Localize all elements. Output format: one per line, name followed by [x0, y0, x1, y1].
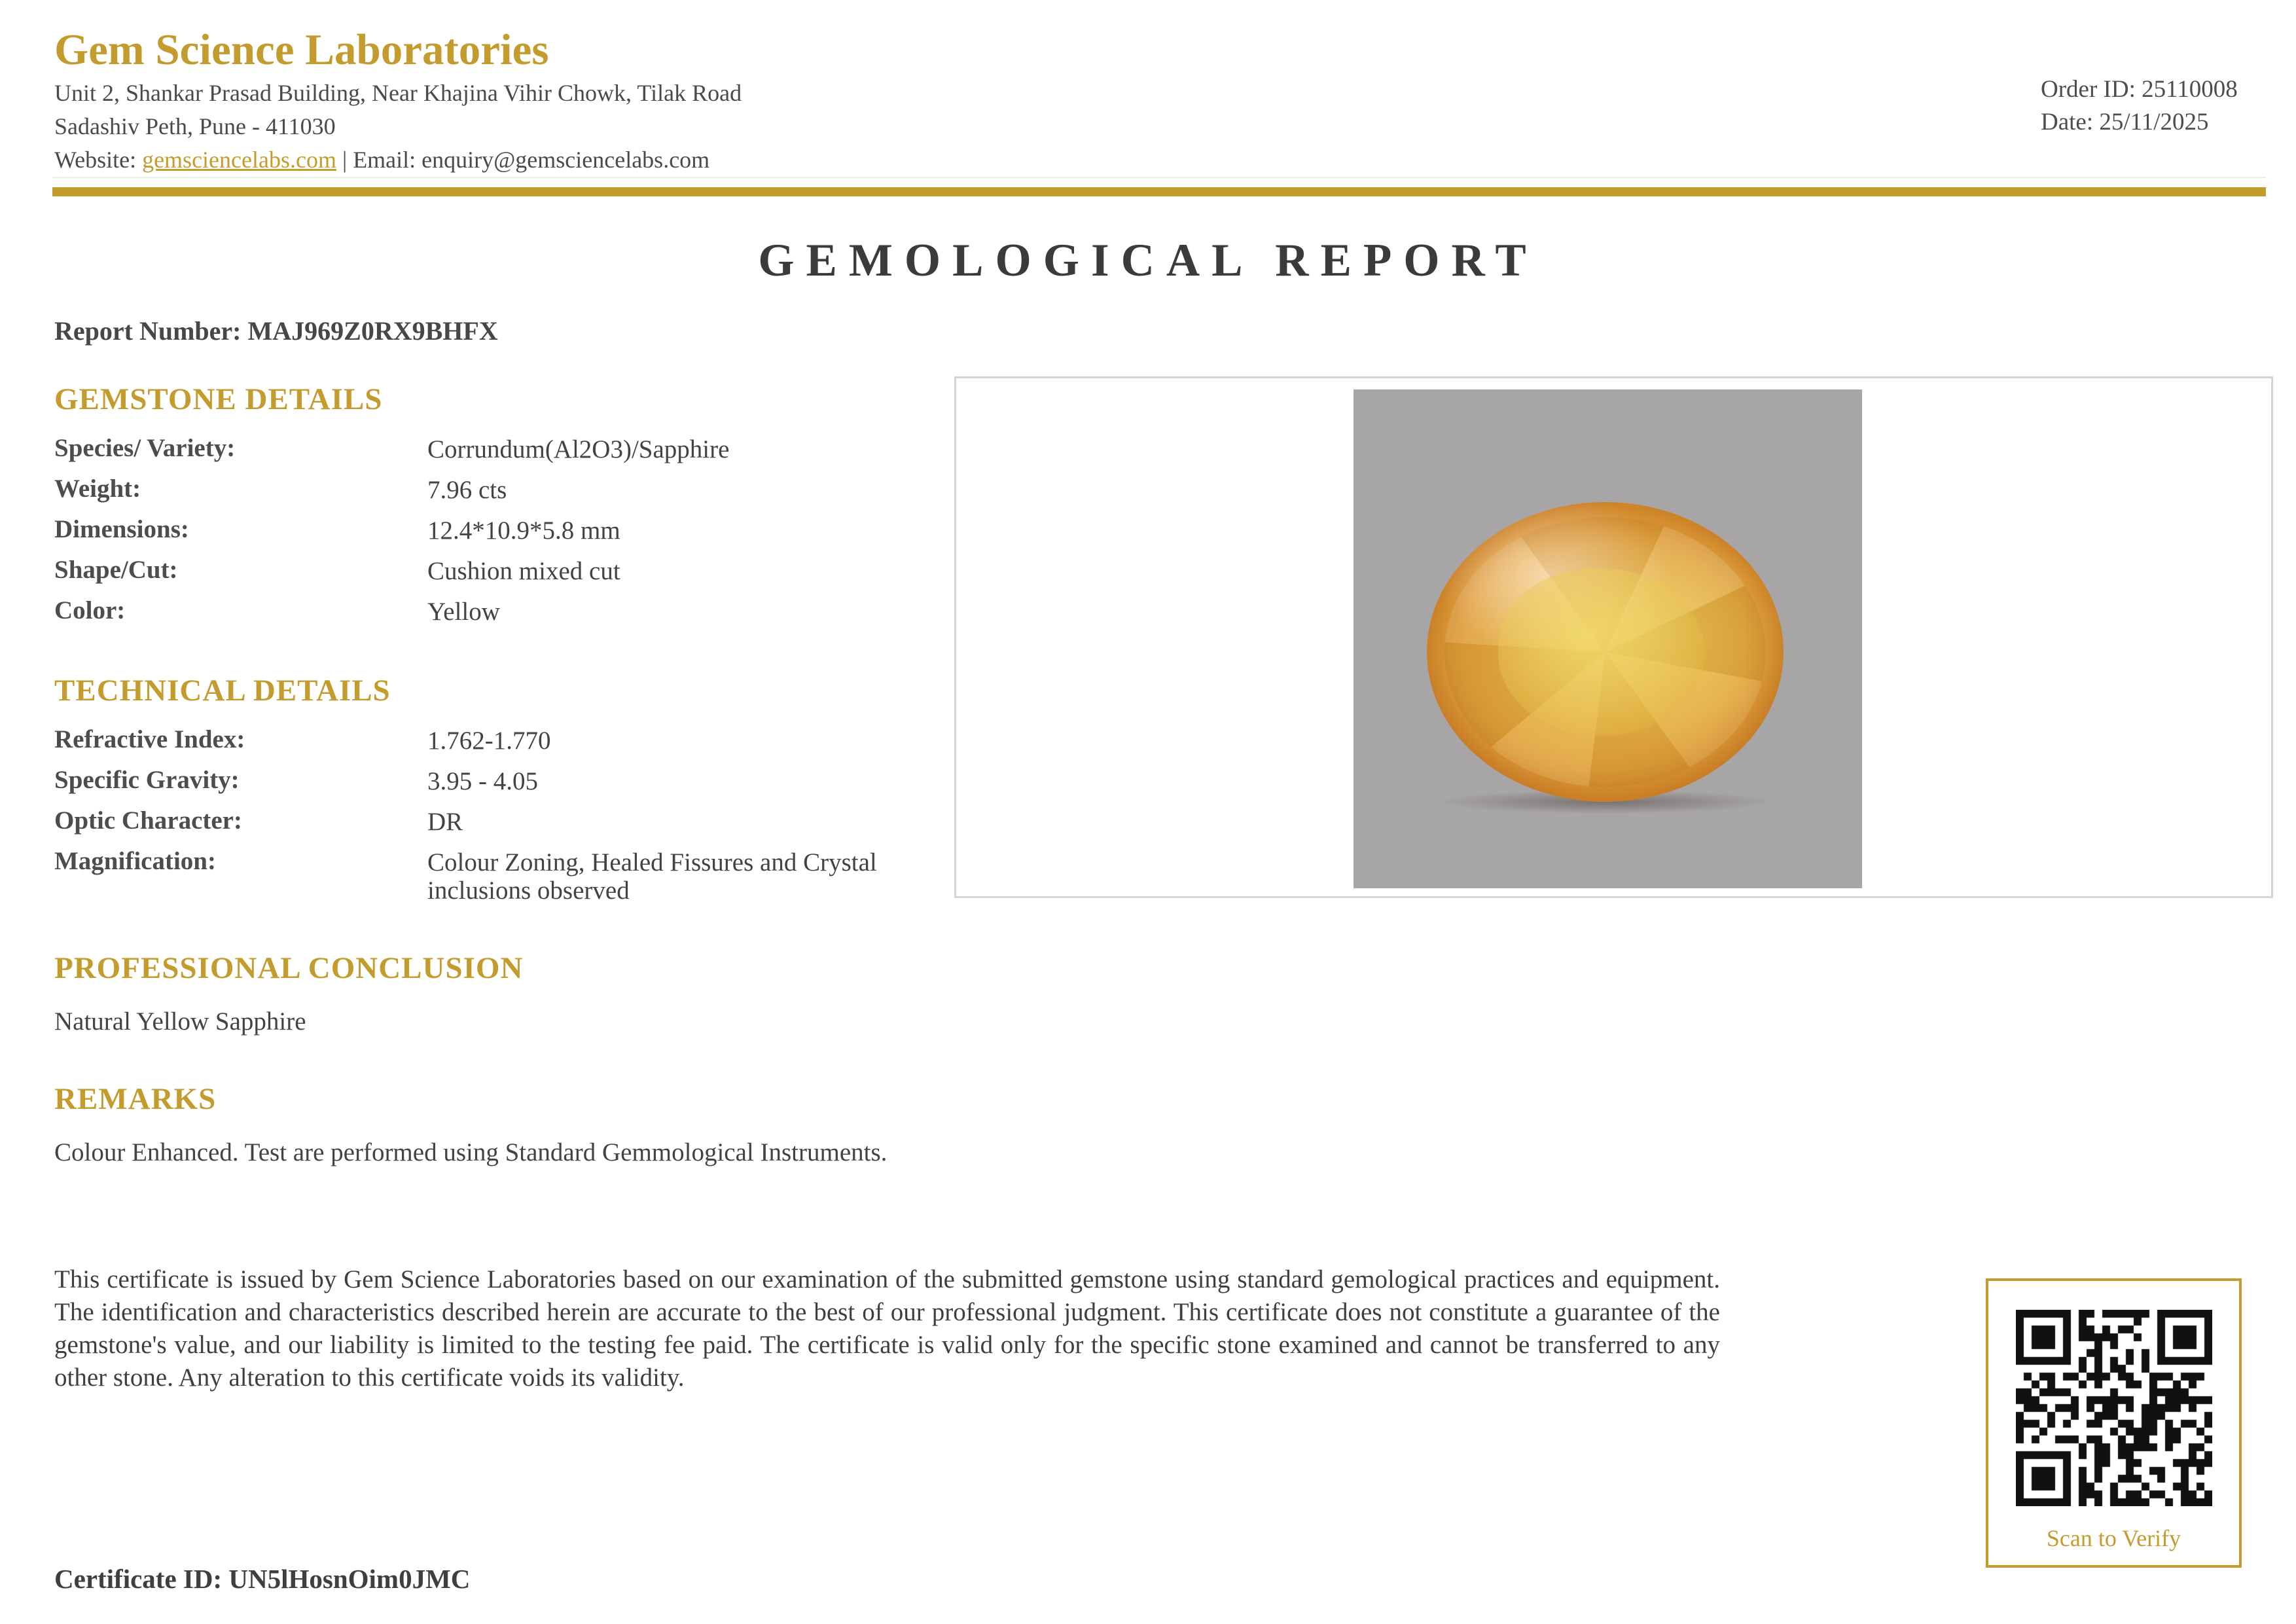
address-line-1: Unit 2, Shankar Prasad Building, Near Khajina Vihir Chowk, Tilak Road	[54, 80, 742, 106]
lab-name: Gem Science Laboratories	[54, 26, 549, 74]
gem-image	[1427, 502, 1784, 802]
gemstone-details-heading: GEMSTONE DETAILS	[54, 382, 383, 416]
qr-code	[2016, 1310, 2212, 1506]
qr-verify-box	[1986, 1278, 2242, 1568]
gem-image-box	[954, 376, 2273, 898]
order-date: Date: 25/11/2025	[2041, 109, 2209, 135]
qr-caption: Scan to Verify	[2046, 1525, 2181, 1551]
row-label: Color:	[54, 596, 126, 624]
header	[54, 25, 742, 175]
certificate-id-label: Certificate ID:	[54, 1564, 229, 1594]
row-label: Shape/Cut:	[54, 556, 178, 584]
row-value: 1.762-1.770	[427, 727, 551, 755]
row-value: 12.4*10.9*5.8 mm	[427, 516, 620, 545]
row-value: 3.95 - 4.05	[427, 767, 538, 795]
certificate-id	[54, 1563, 470, 1595]
remarks-heading: REMARKS	[54, 1082, 217, 1116]
gemstone-details-table	[54, 435, 905, 638]
disclaimer-text: This certificate is issued by Gem Science Laboratories based on our examination of the submitted gemstone using standard gemological practices and equipment. The identification and characteristics described herein are accurate to the best of our professional judgment. This certificate does not constitute a guarantee of the gemstone's value, and our liability is limited to the testing fee paid. The certificate is valid only for the specific stone examined and cannot be transferred to any other stone. Any alteration to this certificate voids its validity.	[54, 1265, 1720, 1392]
table-row	[54, 598, 905, 626]
row-value: Colour Zoning, Healed Fissures and Crystal inclusions observed	[427, 848, 877, 905]
row-label: Specific Gravity:	[54, 766, 240, 794]
order-id: Order ID: 25110008	[2041, 76, 2238, 103]
row-value: Corrundum(Al2O3)/Sapphire	[427, 435, 730, 463]
website-label: Website:	[54, 147, 143, 173]
row-label: Optic Character:	[54, 806, 242, 835]
table-row	[54, 557, 905, 585]
email-label: Email:	[353, 147, 422, 173]
table-row	[54, 848, 905, 905]
row-value: Cushion mixed cut	[427, 557, 620, 585]
report-number	[54, 316, 498, 346]
email-value: enquiry@gemsciencelabs.com	[422, 147, 710, 173]
row-label: Magnification:	[54, 847, 216, 875]
row-label: Refractive Index:	[54, 725, 245, 753]
table-row	[54, 435, 905, 463]
table-row	[54, 476, 905, 504]
certificate-id-value: UN5lHosnOim0JMC	[228, 1564, 471, 1594]
gem-photo	[1354, 389, 1862, 888]
row-value: DR	[427, 808, 463, 836]
row-value: 7.96 cts	[427, 476, 507, 504]
page-title: GEMOLOGICAL REPORT	[758, 235, 1538, 286]
address-line-2: Sadashiv Peth, Pune - 411030	[54, 113, 336, 139]
table-row	[54, 767, 905, 795]
row-value: Yellow	[427, 598, 500, 626]
order-block	[2041, 73, 2238, 139]
table-row	[54, 808, 905, 836]
conclusion-heading: PROFESSIONAL CONCLUSION	[54, 951, 524, 985]
header-gold-bar	[52, 187, 2266, 196]
technical-details-table	[54, 727, 905, 917]
contact-line	[54, 145, 742, 175]
website-link[interactable]: gemsciencelabs.com	[142, 147, 336, 173]
report-number-value: MAJ969Z0RX9BHFX	[247, 316, 498, 346]
row-label: Species/ Variety:	[54, 434, 236, 462]
remarks-text: Colour Enhanced. Test are performed using Standard Gemmological Instruments.	[54, 1138, 888, 1166]
table-row	[54, 727, 905, 755]
row-label: Dimensions:	[54, 515, 189, 543]
header-hairline	[52, 177, 2266, 178]
row-label: Weight:	[54, 475, 141, 503]
technical-details-heading: TECHNICAL DETAILS	[54, 674, 391, 708]
report-number-label: Report Number:	[54, 316, 248, 346]
conclusion-text: Natural Yellow Sapphire	[54, 1007, 306, 1036]
separator: |	[336, 147, 353, 173]
table-row	[54, 516, 905, 545]
